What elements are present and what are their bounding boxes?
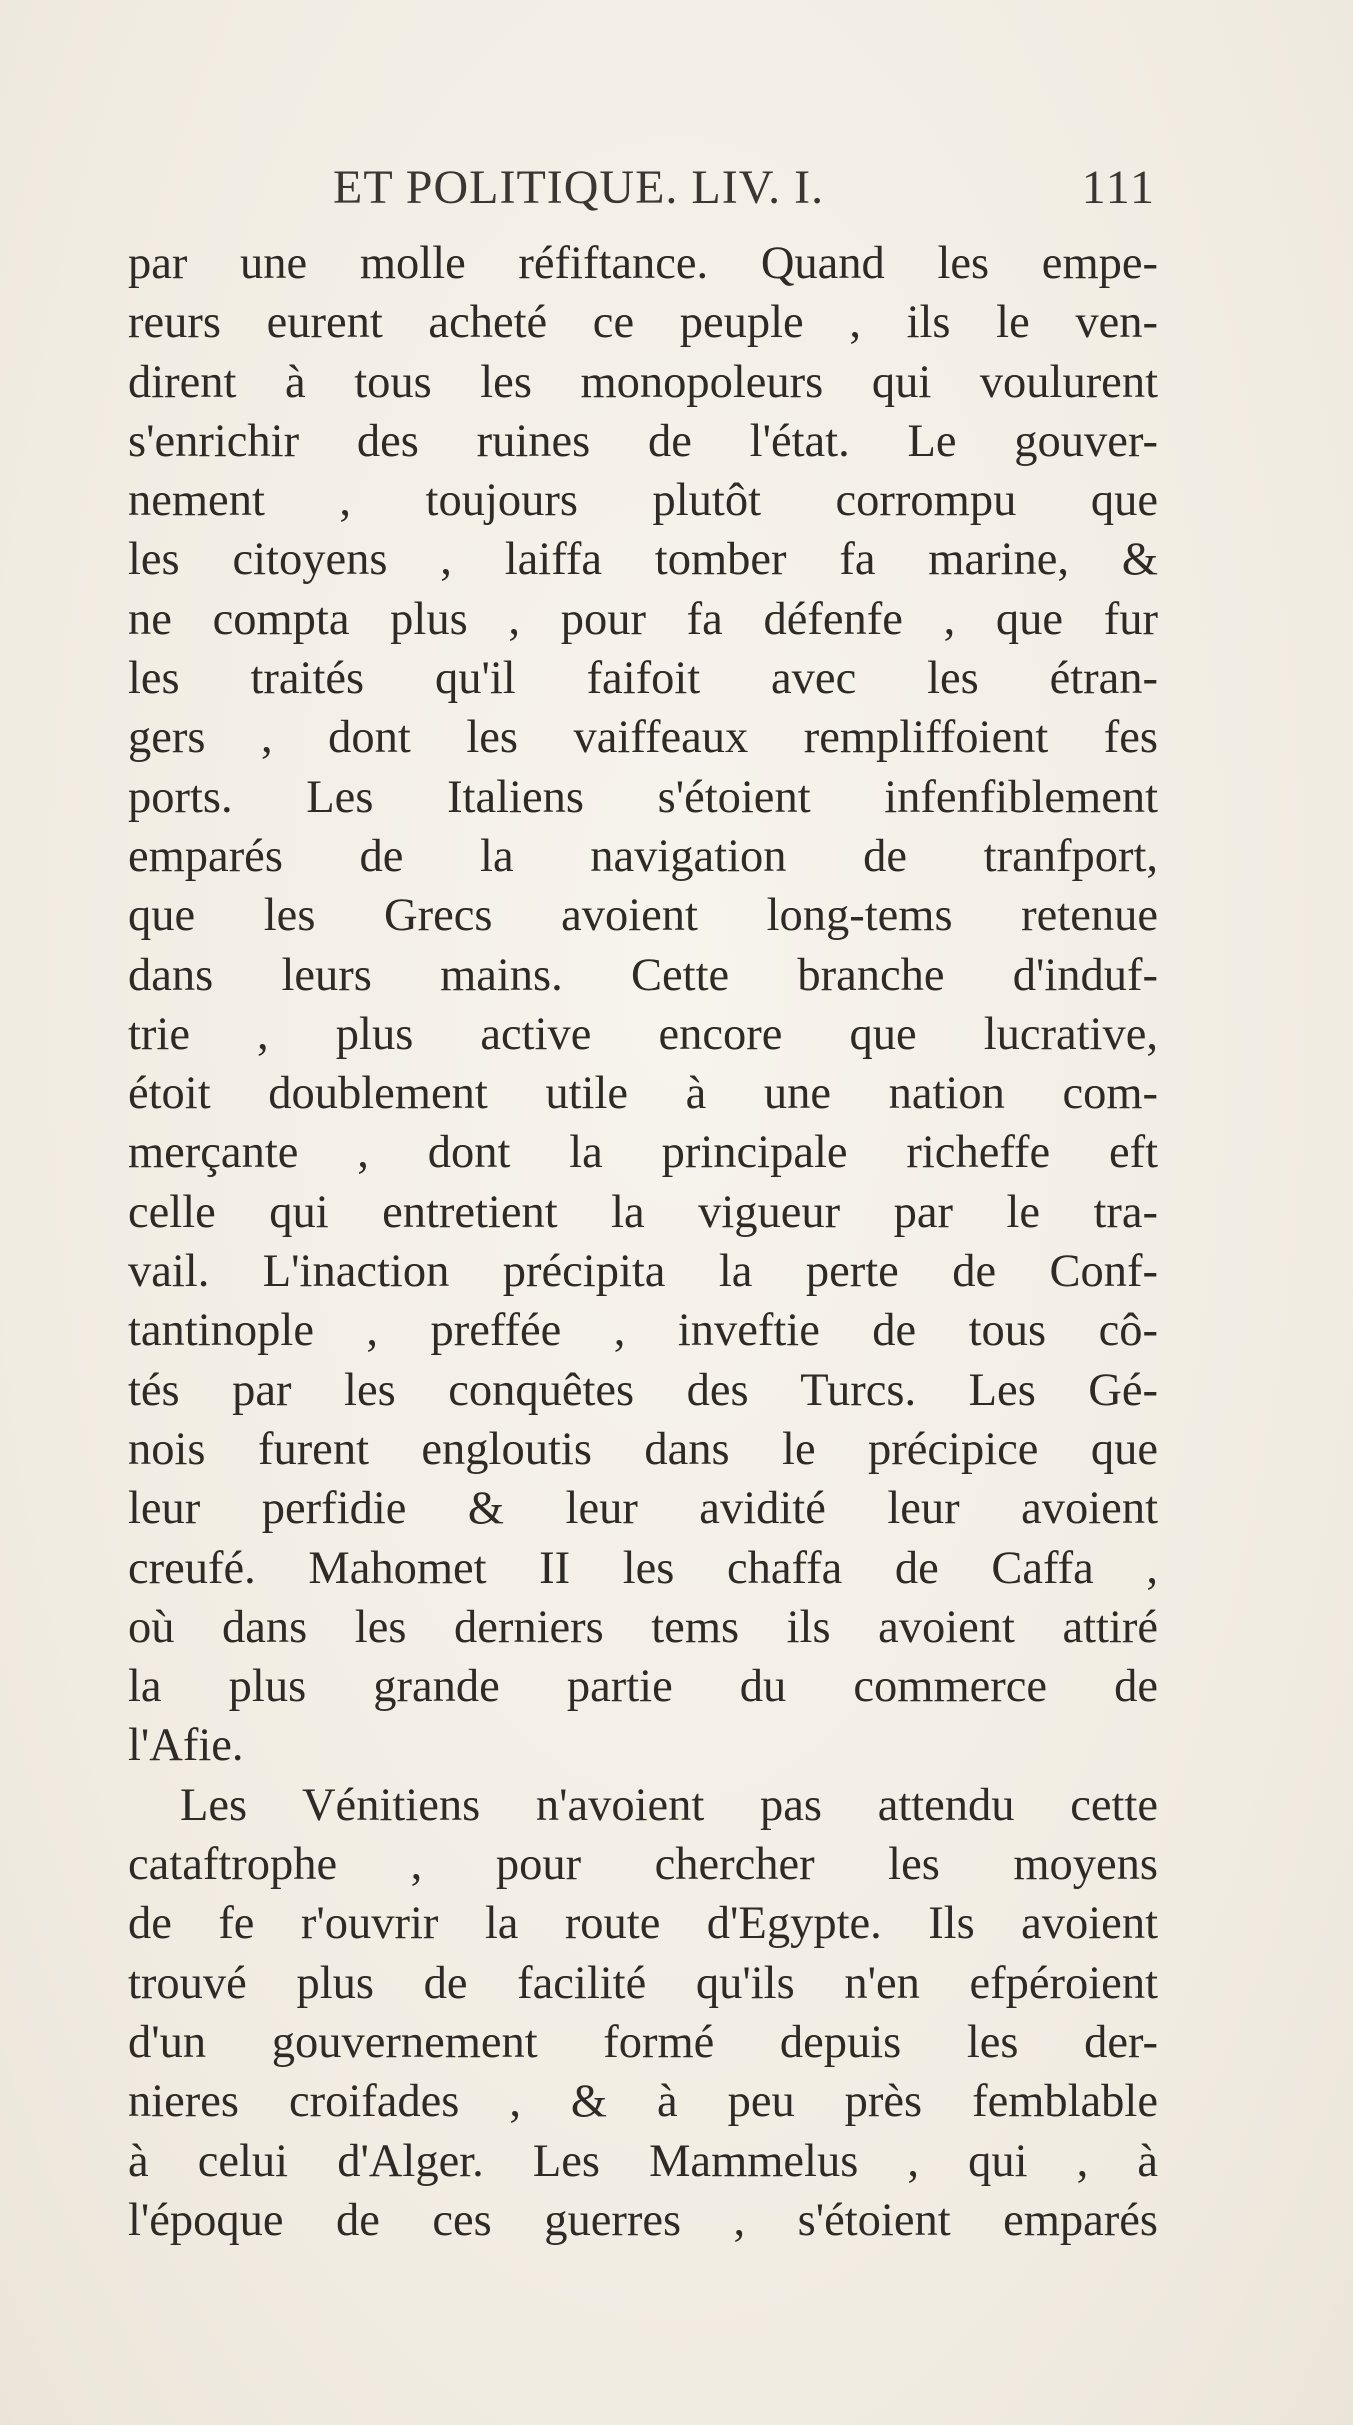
text-line: celle qui entretient la vigueur par le tra- xyxy=(128,1186,1158,1238)
text-line: creufé. Mahomet II les chaffa de Caffa , xyxy=(128,1542,1158,1594)
running-head xyxy=(128,160,1168,220)
text-line: merçante , dont la principale richeffe eft xyxy=(128,1127,1158,1179)
text-line: par une molle réfiftance. Quand les empe- xyxy=(128,238,1158,289)
text-line: tés par les conquêtes des Turcs. Les Gé- xyxy=(128,1364,1158,1416)
text-line: trie , plus active encore que lucrative, xyxy=(128,1008,1158,1060)
text-line: étoit doublement utile à une nation com- xyxy=(128,1068,1158,1120)
text-line: nement , toujours plutôt corrompu que xyxy=(128,475,1158,527)
text-line: emparés de la navigation de tranfport, xyxy=(128,830,1158,882)
text-line: de fe r'ouvrir la route d'Egypte. Ils avoient xyxy=(128,1898,1158,1950)
text-line: les traités qu'il faifoit avec les étran- xyxy=(128,653,1158,705)
text-line: nieres croifades , & à peu près femblable xyxy=(128,2076,1158,2128)
page-number: 111 xyxy=(1081,161,1156,214)
text-line: ne compta plus , pour fa défenfe , que fur xyxy=(128,593,1158,645)
text-line: reurs eurent acheté ce peuple , ils le ven- xyxy=(128,297,1158,349)
text-line: dirent à tous les monopoleurs qui voulurent xyxy=(128,356,1158,408)
body-text xyxy=(128,234,1158,2250)
text-line: les citoyens , laiffa tomber fa marine, & xyxy=(128,534,1158,586)
text-line: l'Afie. xyxy=(128,1720,244,1772)
text-line: d'un gouvernement formé depuis les der- xyxy=(128,2016,1158,2068)
text-line: la plus grande partie du commerce de xyxy=(128,1661,1158,1713)
text-line: nois furent engloutis dans le précipice que xyxy=(128,1423,1158,1475)
text-line: gers , dont les vaiffeaux rempliffoient fes xyxy=(128,712,1158,764)
text-line: à celui d'Alger. Les Mammelus , qui , à xyxy=(128,2135,1158,2187)
text-line: où dans les derniers tems ils avoient attiré xyxy=(128,1601,1158,1653)
text-line: s'enrichir des ruines de l'état. Le gouver- xyxy=(128,415,1158,467)
text-line: ports. Les Italiens s'étoient infenfiblement xyxy=(128,771,1158,823)
text-line: l'époque de ces guerres , s'étoient emparés xyxy=(128,2194,1158,2246)
text-line: leur perfidie & leur avidité leur avoient xyxy=(128,1483,1158,1535)
running-title: ET POLITIQUE. LIV. I. xyxy=(333,161,825,214)
text-line: dans leurs mains. Cette branche d'induf- xyxy=(128,949,1158,1001)
text-line: tantinople , preffée , inveftie de tous cô- xyxy=(128,1305,1158,1357)
text-line: vail. L'inaction précipita la perte de Conf- xyxy=(128,1246,1158,1298)
text-line: cataftrophe , pour chercher les moyens xyxy=(128,1839,1158,1891)
text-line: que les Grecs avoient long-tems retenue xyxy=(128,890,1158,942)
text-line: Les Vénitiens n'avoient pas attendu cette xyxy=(180,1779,1158,1831)
text-line: trouvé plus de facilité qu'ils n'en efpéroient xyxy=(128,1957,1158,2009)
